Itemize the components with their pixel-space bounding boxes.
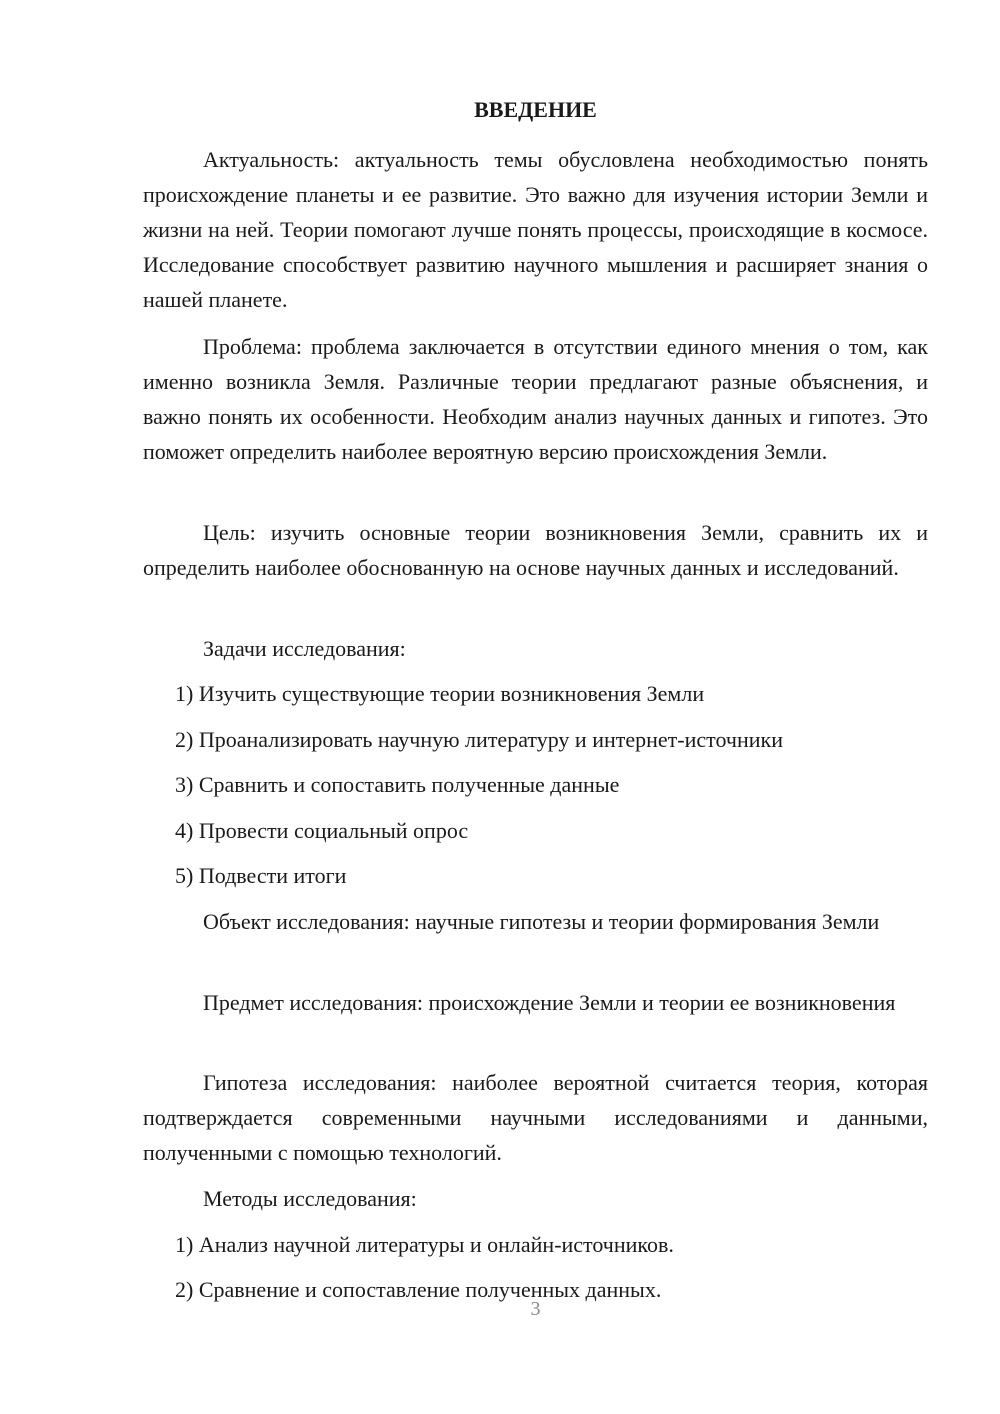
problem-paragraph: Проблема: проблема заключается в отсутствии единого мнения о том, как именно возникла Земля. Различные теории предлагают разные объяснения, и важно понять их особенности. Необходим анализ научных данных и гипотез. Это поможет определить наиболее вероятную версию происхождения Земли. — [143, 334, 928, 464]
hypothesis-paragraph: Гипотеза исследования: наиболее вероятной считается теория, которая подтверждается современными научными исследованиями и данными, полученными с помощью технологий. — [143, 1070, 928, 1165]
methods-heading: Методы исследования: — [203, 1186, 417, 1211]
method-item: 1) Анализ научной литературы и онлайн-источников. — [175, 1232, 674, 1257]
task-item: 5) Подвести итоги — [175, 863, 347, 888]
tasks-heading: Задачи исследования: — [203, 636, 406, 661]
actuality-paragraph: Актуальность: актуальность темы обусловлена необходимостью понять происхождение планеты и ее развитие. Это важно для изучения истории Земли и жизни на ней. Теории помогают лучше понять процессы, происходящие в космосе. Исследование способствует развитию научного мышления и расширяет знания о нашей планете. — [143, 147, 928, 312]
object-paragraph: Объект исследования: научные гипотезы и теории формирования Земли — [203, 909, 880, 934]
page-number: 3 — [530, 1298, 541, 1320]
goal-paragraph: Цель: изучить основные теории возникновения Земли, сравнить их и определить наиболее обоснованную на основе научных данных и исследований. — [143, 520, 928, 580]
task-item: 1) Изучить существующие теории возникновения Земли — [175, 681, 705, 706]
task-item: 3) Сравнить и сопоставить полученные данные — [175, 772, 620, 797]
task-item: 4) Провести социальный опрос — [175, 818, 469, 843]
section-title: ВВЕДЕНИЕ — [474, 97, 597, 122]
method-item: 2) Сравнение и сопоставление полученных данных. — [175, 1277, 662, 1302]
subject-paragraph: Предмет исследования: происхождение Земли и теории ее возникновения — [203, 990, 896, 1015]
task-item: 2) Проанализировать научную литературу и интернет-источники — [175, 727, 783, 752]
document-page — [143, 0, 928, 1414]
